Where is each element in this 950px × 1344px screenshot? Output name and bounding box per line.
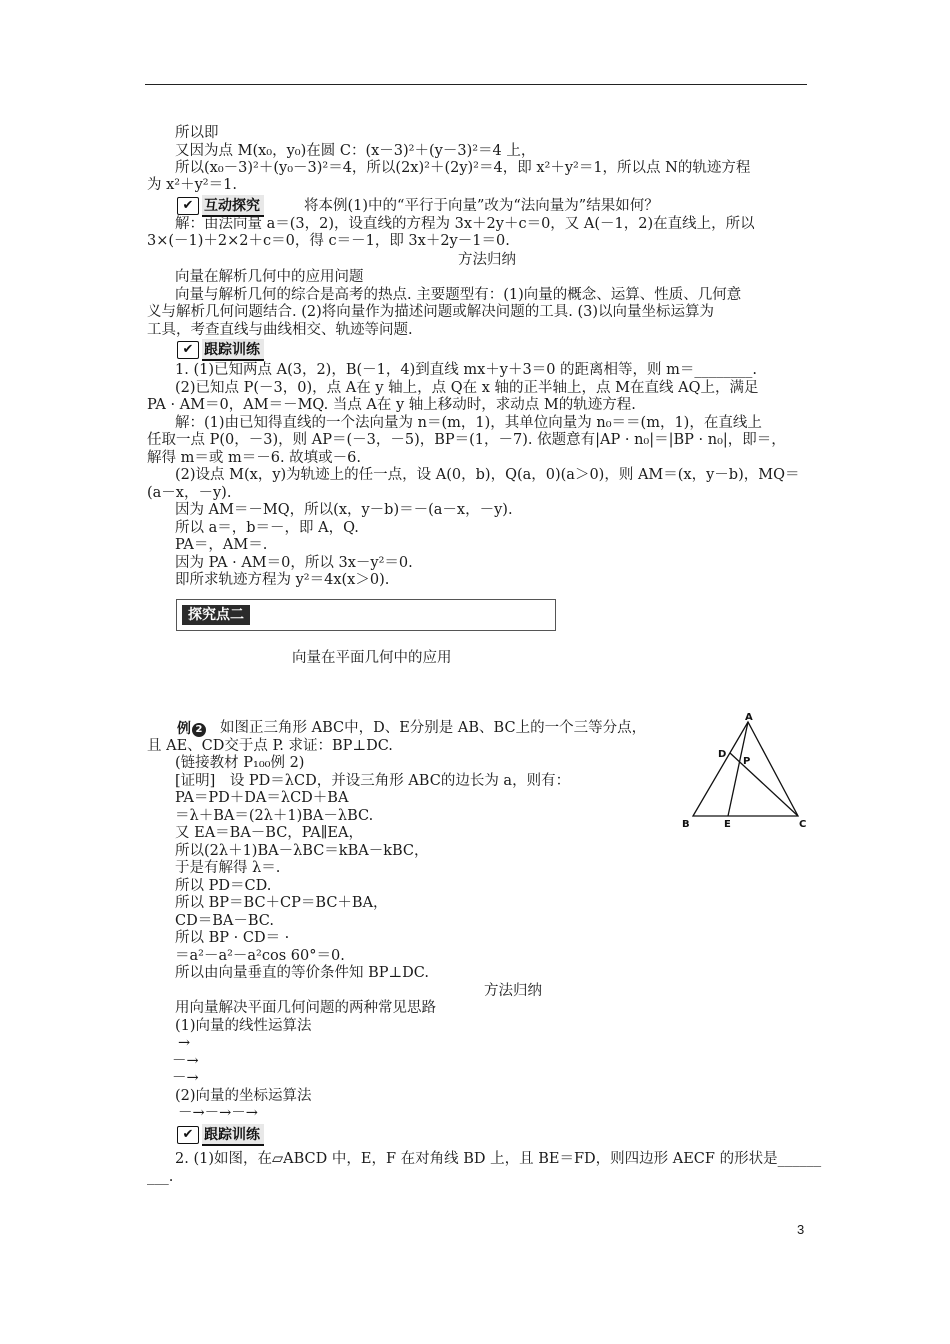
text-line: 因为 AM＝－MQ，所以(x，y－b)＝－(a－x，－y). <box>175 502 513 518</box>
label-p: P <box>743 756 751 767</box>
text-line: 又因为点 M(x₀，y₀)在圆 C：(x－3)²＋(y－3)²＝4 上， <box>175 143 536 159</box>
text-line: 所以即 <box>175 125 219 141</box>
track-badge <box>177 1125 264 1145</box>
text-line: 所以 PD＝CD. <box>175 878 272 894</box>
text-line: 解：(1)由已知得直线的一个法向量为 n＝(m，1)，其单位向量为 n₀＝＝(m，1)，在直线上 <box>175 415 762 431</box>
text-line: (链接教材 P₁₀₀例 2) <box>175 755 305 771</box>
text-line: ___. <box>147 1169 174 1185</box>
text-line: PA · AM＝0，AM＝－MQ. 当点 A在 y 轴上移动时，求动点 M的轨迹方程. <box>147 397 636 413</box>
section-tag: 探究点二 <box>182 605 250 625</box>
text-line: 因为 PA · AM＝0，所以 3x－y²＝0. <box>175 555 413 571</box>
text-line: 即所求轨迹方程为 y²＝4x(x＞0). <box>175 572 390 588</box>
text-line: 1. (1)已知两点 A(3，2)，B(－1，4)到直线 mx＋y＋3＝0 的距离相等，则 m＝________. <box>175 362 758 378</box>
text-line: 任取一点 P(0，－3)，则 AP＝(－3，－5)，BP＝(1，－7). 依题意有|AP · n₀|＝|BP · n₀|，即＝， <box>147 432 786 448</box>
label-a: A <box>745 712 753 723</box>
text-line: 所以 BP · CD＝ · <box>175 930 290 946</box>
text-line: 于是有解得 λ＝. <box>175 860 281 876</box>
example-number: 2 <box>192 723 206 737</box>
method-title: 方法归纳 <box>458 252 516 268</box>
track-badge <box>177 340 264 360</box>
text-line: 3×(－1)＋2×2＋c＝0，得 c＝－1，即 3x＋2y－1＝0. <box>147 233 510 249</box>
text-line: 向量在解析几何中的应用问题 <box>175 269 364 285</box>
text-line: 又 EA＝BA－BC，PA∥EA， <box>175 825 363 841</box>
interact-badge <box>177 196 264 216</box>
text-line: 用向量解决平面几何问题的两种常见思路 <box>175 1000 436 1016</box>
arrow-line: → <box>178 1035 191 1051</box>
label-d: D <box>718 749 727 760</box>
check-icon: ✔ <box>177 197 199 215</box>
text-line: 2. (1)如图，在▱ABCD 中，E，F 在对角线 BD 上，且 BE＝FD，则四边形 AECF 的形状是______ <box>175 1151 822 1167</box>
text-line: PA＝，AM＝. <box>175 537 268 553</box>
check-icon: ✔ <box>177 1126 199 1144</box>
label-e: E <box>724 819 731 830</box>
text-line: 所以 a＝，b＝－，即 A，Q. <box>175 520 359 536</box>
example-label <box>177 718 206 738</box>
method-title: 方法归纳 <box>484 983 542 999</box>
text-line: ＝a²－a²－a²cos 60°＝0. <box>175 948 345 964</box>
triangle-figure <box>680 710 810 835</box>
segment-cd <box>730 753 798 816</box>
text-line: 义与解析几何问题结合. (2)将向量作为描述问题或解决问题的工具. (3)以向量坐标运算为 <box>147 304 715 320</box>
text-line: PA＝PD＋DA＝λCD＋BA <box>175 790 349 806</box>
check-icon: ✔ <box>177 341 199 359</box>
text-line: (1)向量的线性运算法 <box>175 1018 312 1034</box>
segment-ae <box>728 722 751 816</box>
text-line: 解：由法向量 a＝(3，2)，设直线的方程为 3x＋2y＋c＝0，又 A(－1，2)在直线上，所以 <box>175 216 755 232</box>
text-line: (a－x，－y). <box>147 485 232 501</box>
text-line: 工具，考查直线与曲线相交、轨迹等问题. <box>147 322 413 338</box>
text-line: 解得 m＝或 m＝－6. 故填或－6. <box>147 450 361 466</box>
section-subtitle: 向量在平面几何中的应用 <box>292 650 452 666</box>
header-rule <box>145 84 807 85</box>
text-line: 向量与解析几何的综合是高考的热点. 主要题型有：(1)向量的概念、运算、性质、几何意 <box>175 287 742 303</box>
label-c: C <box>799 819 807 830</box>
text-line: ＝λ＋BA＝(2λ＋1)BA－λBC. <box>175 808 374 824</box>
text-line: (2)设点 M(x，y)为轨迹上的任一点，设 A(0，b)，Q(a，0)(a＞0)，则 AM＝(x，y－b)，MQ＝ <box>175 467 800 483</box>
arrow-line: －→ <box>172 1053 199 1069</box>
interact-question: 将本例(1)中的“平行于向量”改为“法向量为”结果如何？ <box>304 198 659 214</box>
text-line: 所以 BP＝BC＋CP＝BC＋BA， <box>175 895 388 911</box>
text-line: 为 x²＋y²＝1. <box>147 177 237 193</box>
track-badge-label: 跟踪训练 <box>202 339 264 361</box>
text-line: (2)向量的坐标运算法 <box>175 1088 312 1104</box>
page-number: 3 <box>797 1222 805 1237</box>
text-line: 所以(2λ＋1)BA－λBC＝kBA－kBC， <box>175 843 429 859</box>
text-line: 所以由向量垂直的等价条件知 BP⊥DC. <box>175 965 429 981</box>
label-b: B <box>682 819 690 830</box>
example-label-text: 例 <box>177 721 191 737</box>
arrow-line: －→－→－→ <box>178 1105 258 1121</box>
text-line: [证明] 设 PD＝λCD，并设三角形 ABC的边长为 a，则有： <box>175 773 571 789</box>
text-line: CD＝BA－BC. <box>175 913 274 929</box>
text-line: (2)已知点 P(－3，0)，点 A在 y 轴上，点 Q在 x 轴的正半轴上，点 M在直线 AQ上，满足 <box>175 380 759 396</box>
text-line: 所以(x₀－3)²＋(y₀－3)²＝4，所以(2x)²＋(2y)²＝4，即 x²＋y²＝1，所以点 N的轨迹方程 <box>175 160 751 176</box>
interact-badge-label: 互动探究 <box>202 195 264 217</box>
section-header <box>176 599 556 631</box>
text-line: 且 AE、CD交于点 P. 求证：BP⊥DC. <box>147 738 393 754</box>
example-first-line: 如图正三角形 ABC中，D、E分别是 AB、BC上的一个三等分点， <box>220 720 647 736</box>
track-badge-label: 跟踪训练 <box>202 1124 264 1146</box>
arrow-line: －→ <box>172 1070 199 1086</box>
